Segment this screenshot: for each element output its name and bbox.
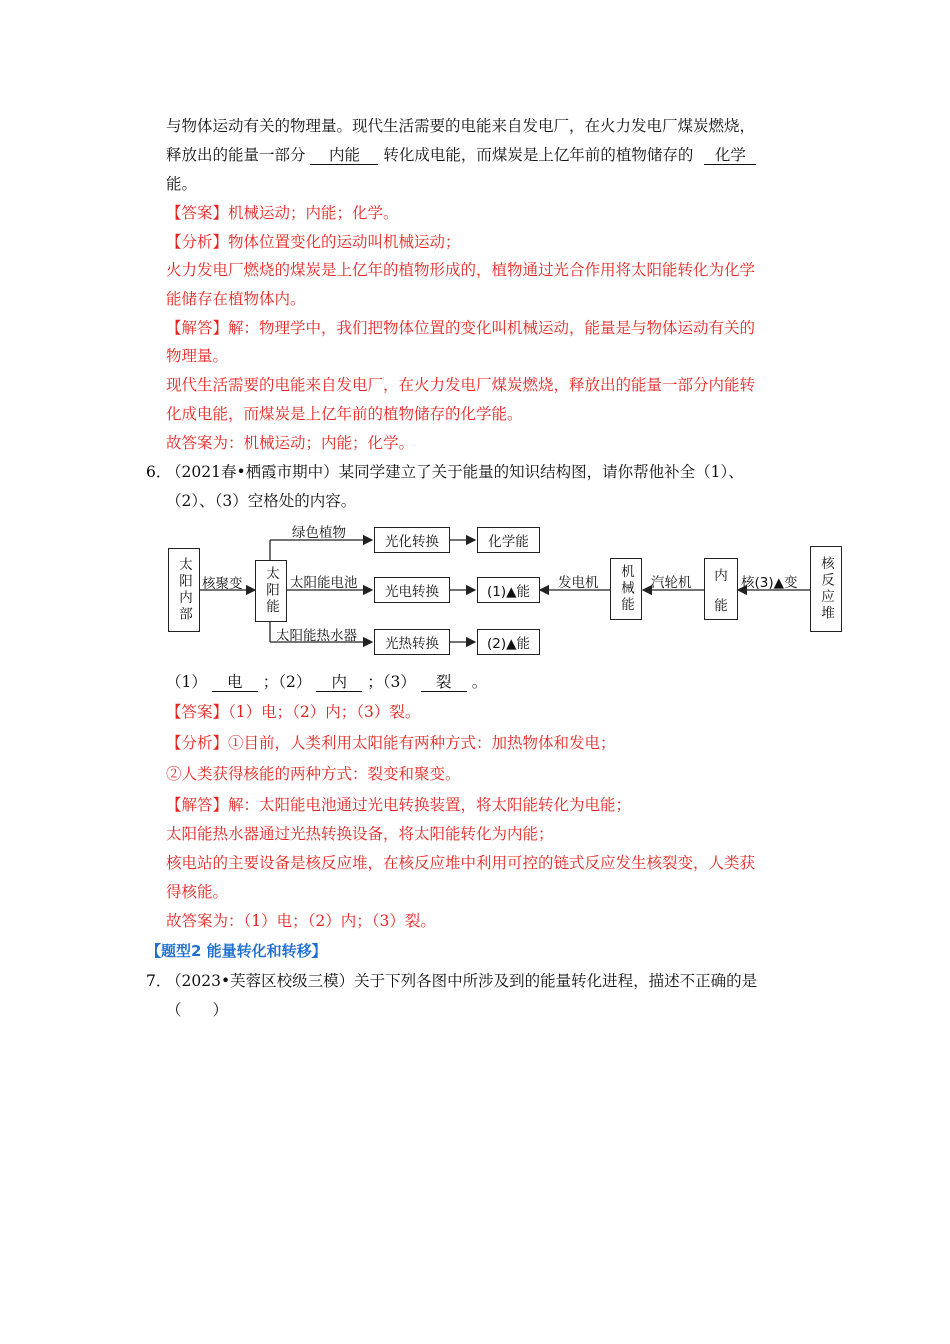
box-photochemical: 光化转换 xyxy=(374,527,450,553)
fill-answer-3: 裂 xyxy=(421,673,467,692)
q5-line-1: 与物体运动有关的物理量。现代生活需要的电能来自发电厂，在火力发电厂煤炭燃烧， xyxy=(166,117,756,135)
q6-solution-3: 核电站的主要设备是核反应堆，在核反应堆中利用可控的链式反应发生核裂变，人类获 xyxy=(166,854,756,872)
solution-text: 解：物理学中，我们把物体位置的变化叫机械运动，能量是与物体运动有关的 xyxy=(228,319,756,337)
q5-analysis-2: 火力发电厂燃烧的煤炭是上亿年的植物形成的，植物通过光合作用将太阳能转化为化学 xyxy=(166,261,756,279)
q6-solution-4: 得核能。 xyxy=(166,883,229,901)
q7-line-1: （2023•芙蓉区校级三模）关于下列各图中所涉及到的能量转化进程，描述不正确的是 xyxy=(166,972,758,990)
box-photoelectric: 光电转换 xyxy=(374,577,450,603)
q5-solution-4: 化成电能，而煤炭是上亿年前的植物储存的化学能。 xyxy=(166,405,523,423)
analysis-text: 物体位置变化的运动叫机械运动； xyxy=(228,233,461,251)
analysis-text: ①目前，人类利用太阳能有两种方式：加热物体和发电； xyxy=(228,734,616,752)
q6-line-1: （2021春•栖霞市期中）某同学建立了关于能量的知识结构图，请你帮他补全（1）、 xyxy=(166,463,744,481)
internal-bottom: 能 xyxy=(714,598,728,614)
q6-line-2: （2）、（3）空格处的内容。 xyxy=(166,492,357,510)
fill-end: 。 xyxy=(471,673,488,691)
label-solar-cell: 太阳能电池 xyxy=(290,575,358,591)
fill-answer-2: 内 xyxy=(316,673,362,692)
q5-blank-2: 化学 xyxy=(704,146,756,165)
analysis-tag: 【分析】 xyxy=(166,734,229,752)
q5-line-3: 能。 xyxy=(166,175,198,193)
q6-solution xyxy=(166,795,631,815)
label-turbine: 汽轮机 xyxy=(651,575,692,591)
box-blank-1: (1)▲能 xyxy=(477,577,540,603)
solution-text: 解：太阳能电池通过光电转换装置，将太阳能转化为电能； xyxy=(228,796,632,814)
q6-number: 6． xyxy=(146,463,172,481)
box-mechanical-energy: 机械能 xyxy=(610,558,642,620)
solution-tag: 【解答】 xyxy=(166,796,229,814)
fill-answer-1: 电 xyxy=(212,673,258,692)
q6-analysis-2: ②人类获得核能的两种方式：裂变和聚变。 xyxy=(166,765,461,783)
q5-line-2-b: 转化成电能，而煤炭是上亿年前的植物储存的 xyxy=(383,146,694,164)
q7-line-2: （ ） xyxy=(166,1001,229,1019)
answer-tag: 【答案】 xyxy=(166,703,229,721)
q6-final: 故答案为：（1）电；（2）内；（3）裂。 xyxy=(166,912,436,930)
box-photothermal: 光热转换 xyxy=(374,629,450,655)
internal-top: 内 xyxy=(714,568,728,584)
label-generator: 发电机 xyxy=(558,575,599,591)
label-fusion: 核聚变 xyxy=(202,576,243,592)
box-solar-energy: 太阳能 xyxy=(255,560,287,622)
q5-blank-1: 内能 xyxy=(310,146,378,165)
q5-final: 故答案为：机械运动；内能；化学。 xyxy=(166,434,415,452)
solution-tag: 【解答】 xyxy=(166,319,229,337)
box-nuclear-reactor: 核反应堆 xyxy=(810,546,842,632)
fill-prefix-3: ；（3） xyxy=(367,673,416,691)
q5-line-2-a: 释放出的能量一部分 xyxy=(166,146,306,164)
q5-analysis-3: 能储存在植物体内。 xyxy=(166,290,306,308)
q7-number: 7． xyxy=(146,972,172,990)
analysis-tag: 【分析】 xyxy=(166,233,229,251)
label-fission: 核(3)▲变 xyxy=(741,575,798,591)
box-blank-2: (2)▲能 xyxy=(477,629,540,655)
q6-fill-line xyxy=(166,672,487,692)
box-chemical-energy: 化学能 xyxy=(477,527,540,553)
label-green-plants: 绿色植物 xyxy=(292,525,346,541)
section-heading: 【题型2 能量转化和转移】 xyxy=(146,942,327,960)
box-sun-inside: 太阳内部 xyxy=(168,548,200,632)
q6-solution-2: 太阳能热水器通过光热转换设备，将太阳能转化为内能； xyxy=(166,825,554,843)
q5-solution-3: 现代生活需要的电能来自发电厂，在火力发电厂煤炭燃烧，释放出的能量一部分内能转 xyxy=(166,376,756,394)
q5-solution-2: 物理量。 xyxy=(166,347,229,365)
answer-text: （1）电；（2）内；（3）裂。 xyxy=(228,703,421,721)
fill-prefix-2: ；（2） xyxy=(262,673,312,691)
answer-text: 机械运动；内能；化学。 xyxy=(228,204,399,222)
q6-answer xyxy=(166,702,420,722)
label-solar-heater: 太阳能热水器 xyxy=(276,628,357,644)
q6-analysis xyxy=(166,733,616,753)
answer-tag: 【答案】 xyxy=(166,204,229,222)
box-internal-energy xyxy=(704,558,738,620)
fill-prefix-1: （1） xyxy=(166,673,207,691)
